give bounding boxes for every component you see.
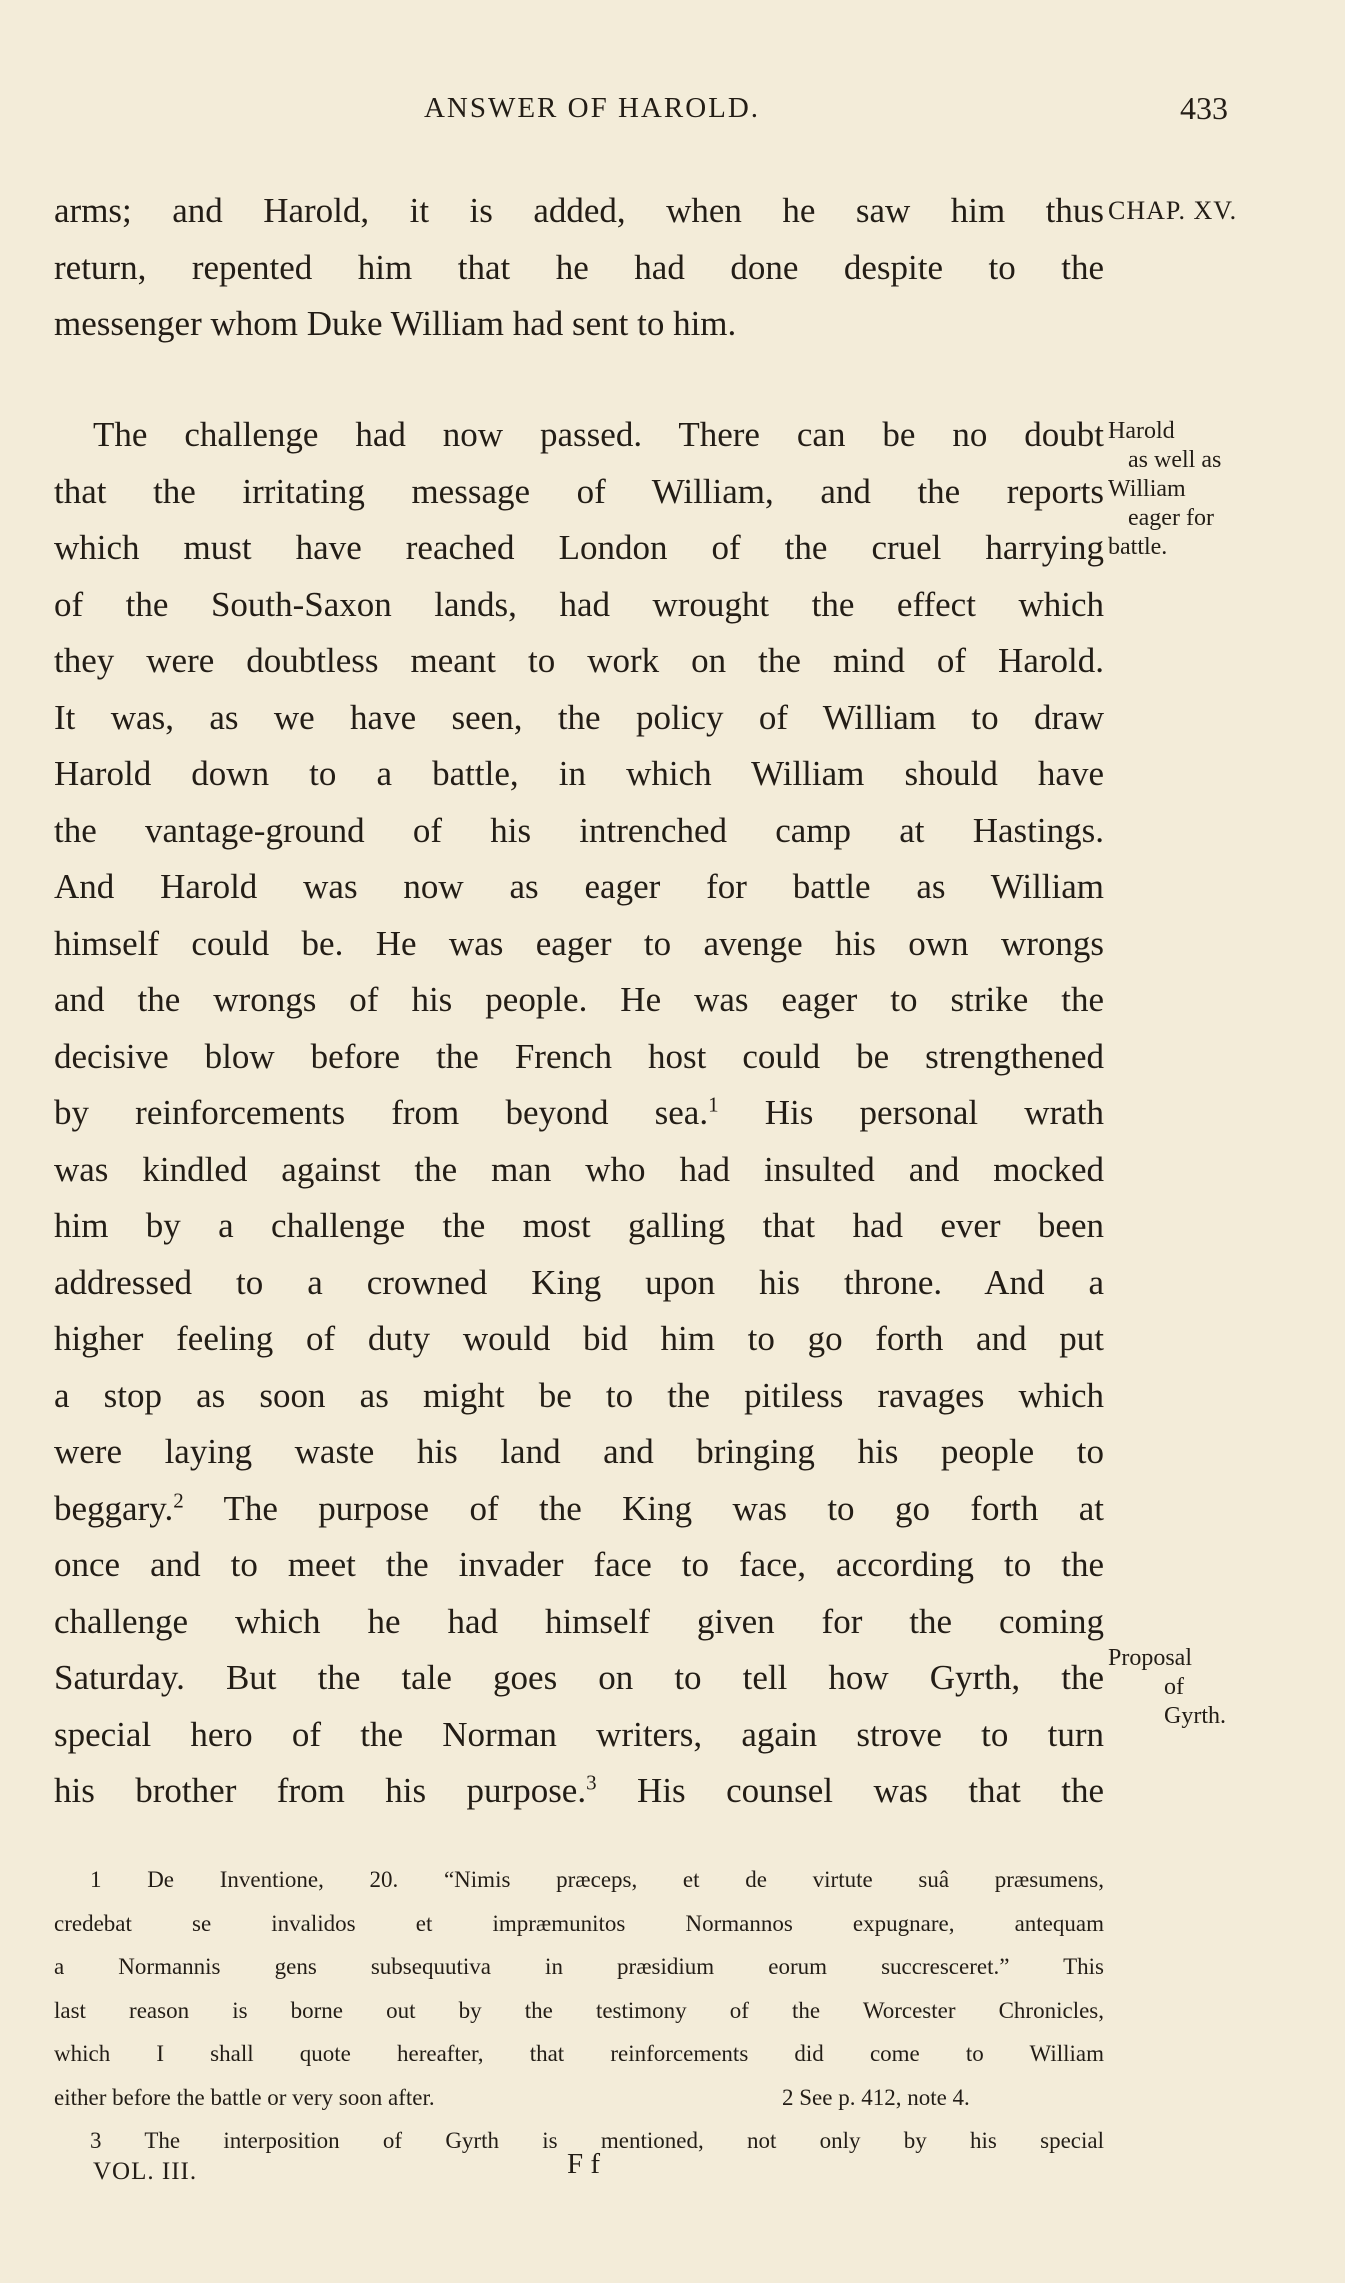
body-line: were laying waste his land and bringing his people to [54, 1432, 1104, 1471]
body-line: a stop as soon as might be to the pitiless ravages which [54, 1375, 1104, 1415]
body-line: messenger whom Duke William had sent to him. [54, 304, 737, 343]
body-line: Saturday. But the tale goes on to tell how Gyrth, the [54, 1658, 1104, 1697]
margin-note-line: of Gyrth. [1164, 1674, 1226, 1729]
body-line: The challenge had now passed. There can be no doubt [93, 415, 1104, 454]
body-text-segment: his brother from his purpose. [54, 1771, 587, 1810]
footnote-line: 3 The interposition of Gyrth is mentioned, not only by his special [90, 2128, 1104, 2153]
body-line: which must have reached London of the cruel harrying [54, 528, 1104, 567]
body-line: they were doubtless meant to work on the mind of Harold. [54, 641, 1104, 680]
margin-note-chapter [1108, 196, 1248, 225]
body-line: And Harold was now as eager for battle as William [54, 867, 1104, 906]
body-line: addressed to a crowned King upon his throne. And a [54, 1262, 1104, 1302]
body-text-segment: His counsel was that the [637, 1771, 1104, 1810]
margin-note-line: William [1108, 476, 1186, 502]
body-line: It was, as we have seen, the policy of William to draw [54, 697, 1104, 737]
body-line: the vantage-ground of his intrenched camp at Hastings. [54, 810, 1104, 850]
margin-note-line: eager for [1128, 505, 1214, 531]
footnote-line: which I shall quote hereafter, that reinforcements did come to William [54, 2041, 1104, 2066]
volume-label: VOL. III. [93, 2158, 198, 2185]
body-line: that the irritating message of William, and the reports [54, 471, 1104, 511]
margin-note-line: Harold [1108, 418, 1175, 444]
paragraph-1 [54, 183, 1104, 353]
margin-note-proposal [1108, 1644, 1248, 1731]
margin-note-line: Proposal [1108, 1645, 1192, 1671]
running-header-title: ANSWER OF HAROLD. [423, 92, 761, 124]
body-text-segment: by reinforcements from beyond sea. [54, 1093, 709, 1132]
footnote-line: 1 De Inventione, 20. “Nimis præceps, et de virtute suâ præsumens, [90, 1867, 1104, 1892]
body-line: higher feeling of duty would bid him to go forth and put [54, 1319, 1104, 1358]
body-line: was kindled against the man who had insulted and mocked [54, 1149, 1104, 1189]
margin-note-line: CHAP. XV. [1108, 196, 1238, 225]
paragraph-2 [54, 407, 1104, 1820]
body-line: decisive blow before the French host could be strengthened [54, 1036, 1104, 1076]
footnote-text: either before the battle or very soon after. [54, 2084, 435, 2110]
footnote-ref: 1 [708, 1092, 719, 1117]
body-line: Harold down to a battle, in which William should have [54, 754, 1104, 793]
footnote-ref: 2 [173, 1487, 184, 1512]
footnote-line [54, 2076, 1104, 2120]
footnote-line: credebat se invalidos et impræmunitos Normannos expugnare, antequam [54, 1910, 1104, 1936]
body-line: challenge which he had himself given for the coming [54, 1601, 1104, 1641]
signature-mark: F f [567, 2148, 601, 2180]
body-text-segment: His personal wrath [764, 1093, 1104, 1132]
body-line: himself could be. He was eager to avenge his own wrongs [54, 923, 1104, 963]
body-line: arms; and Harold, it is added, when he saw him thus [54, 191, 1104, 230]
body-line: of the South-Saxon lands, had wrought the effect which [54, 584, 1104, 624]
footnote-line: a Normannis gens subsequutiva in præsidium eorum succresceret.” This [54, 1954, 1104, 1979]
footnotes [54, 1858, 1104, 2163]
body-line: and the wrongs of his people. He was eager to strike the [54, 980, 1104, 1019]
page-number: 433 [1180, 90, 1228, 126]
margin-note-line: as well as [1128, 447, 1222, 473]
body-text-segment: beggary. [54, 1488, 174, 1528]
footnote-line: last reason is borne out by the testimony of the Worcester Chronicles, [54, 1997, 1104, 2023]
body-line [54, 1481, 1104, 1538]
footnote-ref: 3 [586, 1770, 597, 1795]
body-text-segment: The purpose of the King was to go forth at [223, 1488, 1105, 1528]
body-line: return, repented him that he had done despite to the [54, 247, 1104, 287]
margin-note-harold [1108, 417, 1248, 562]
footnote-text: 2 See p. 412, note 4. [782, 2084, 970, 2110]
body-line [54, 1085, 1104, 1142]
body-line [54, 1763, 1104, 1820]
body-line: once and to meet the invader face to face, according to the [54, 1545, 1104, 1584]
margin-note-line: battle. [1108, 534, 1168, 560]
body-line: him by a challenge the most galling that had ever been [54, 1206, 1104, 1245]
body-line: special hero of the Norman writers, again strove to turn [54, 1714, 1104, 1754]
